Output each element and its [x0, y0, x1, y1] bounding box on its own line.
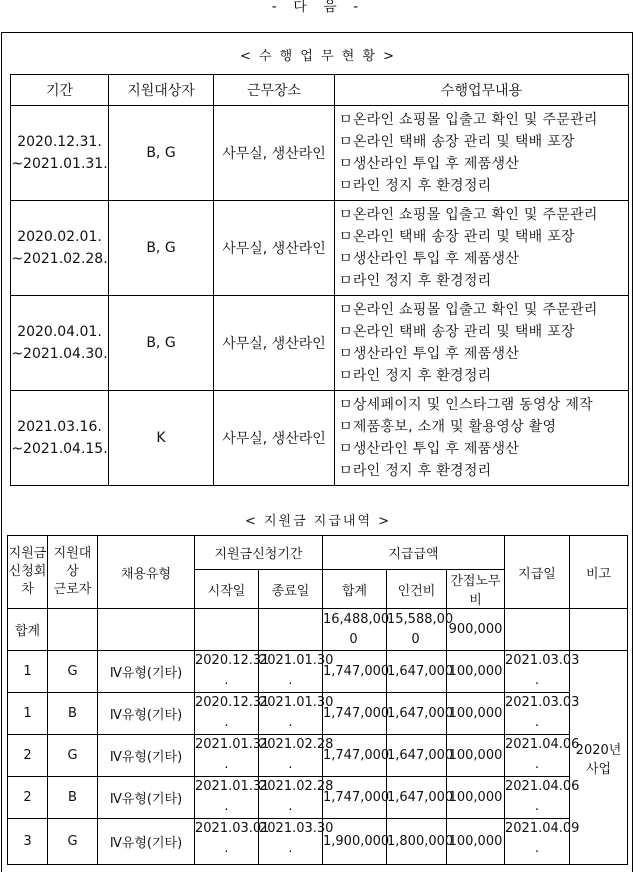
start-cell: 2020.12.31 . [195, 651, 259, 693]
labor-cell: 1,647,000 [387, 735, 447, 777]
worker-cell: G [48, 819, 98, 865]
labor-cell: 1,647,000 [387, 693, 447, 735]
type-cell: Ⅳ유형(기타) [98, 735, 195, 777]
header-place: 근무장소 [214, 75, 335, 106]
header-note: 비고 [570, 536, 628, 609]
sum-label: 합계 [8, 609, 48, 651]
table-header-row [11, 75, 629, 106]
seq-cell: 1 [8, 651, 48, 693]
place-cell: 사무실, 생산라인 [214, 296, 335, 391]
period-end: ~2021.04.30. [11, 346, 108, 362]
period-start: 2020.02.01. [17, 229, 102, 245]
header-paydate: 지급일 [505, 536, 570, 609]
empty-cell [98, 609, 195, 651]
sum-indirect: 900,000 [447, 609, 505, 651]
duties-cell [335, 391, 629, 486]
end-cell: 2021.03.30 . [259, 819, 323, 865]
duty-item: ㅁ온라인 택배 송장 관리 및 택배 포장 [339, 229, 575, 245]
place-cell: 사무실, 생산라인 [214, 106, 335, 201]
empty-cell [48, 609, 98, 651]
header-total: 합계 [323, 570, 387, 609]
period-end: ~2021.01.31. [11, 156, 108, 172]
period-start: 2020.12.31. [17, 134, 102, 150]
targets-cell: B, G [109, 106, 214, 201]
duty-item: ㅁ생산라인 투입 후 제품생산 [339, 441, 520, 457]
indirect-cell: 100,000 [447, 693, 505, 735]
worker-cell: G [48, 651, 98, 693]
type-cell: Ⅳ유형(기타) [98, 777, 195, 819]
paydate-cell: 2021.04.06 . [505, 735, 570, 777]
header-amount: 지급급액 [323, 536, 505, 570]
table-header-row [8, 536, 628, 570]
empty-cell [505, 609, 570, 651]
period-start: 2020.04.01. [17, 324, 102, 340]
header-duties: 수행업무내용 [335, 75, 629, 106]
table-row [11, 296, 629, 391]
table-row [11, 391, 629, 486]
payments-table [7, 535, 628, 865]
targets-cell: B, G [109, 296, 214, 391]
seq-cell: 2 [8, 777, 48, 819]
table-row [11, 201, 629, 296]
header-labor: 인건비 [387, 570, 447, 609]
empty-cell [570, 609, 628, 651]
duties-cell [335, 296, 629, 391]
duty-item: ㅁ제품홍보, 소개 및 활용영상 촬영 [339, 419, 557, 435]
table-row [8, 735, 628, 777]
header-period: 지원금신청기간 [195, 536, 323, 570]
period-cell [11, 296, 109, 391]
indirect-cell: 100,000 [447, 777, 505, 819]
indirect-cell: 100,000 [447, 735, 505, 777]
total-cell: 1,900,000 [323, 819, 387, 865]
header-worker: 지원대상 근로자 [48, 536, 98, 609]
start-cell: 2021.01.31 . [195, 777, 259, 819]
sum-total: 16,488,00 0 [323, 609, 387, 651]
period-end: ~2021.04.15. [11, 441, 108, 457]
table-row [8, 819, 628, 865]
indirect-cell: 100,000 [447, 651, 505, 693]
worker-cell: G [48, 735, 98, 777]
table-row [11, 106, 629, 201]
sum-labor: 15,588,00 0 [387, 609, 447, 651]
worker-cell: B [48, 777, 98, 819]
targets-cell: K [109, 391, 214, 486]
end-cell: 2021.02.28 . [259, 735, 323, 777]
duty-item: ㅁ라인 정지 후 환경정리 [339, 368, 492, 384]
empty-cell [195, 609, 259, 651]
page-title: - 다 음 - [271, 0, 365, 15]
period-start: 2021.03.16. [17, 419, 102, 435]
end-cell: 2021.01.30 . [259, 651, 323, 693]
seq-cell: 1 [8, 693, 48, 735]
total-cell: 1,747,000 [323, 651, 387, 693]
labor-cell: 1,800,000 [387, 819, 447, 865]
duty-item: ㅁ온라인 택배 송장 관리 및 택배 포장 [339, 134, 575, 150]
duty-item: ㅁ생산라인 투입 후 제품생산 [339, 156, 520, 172]
targets-cell: B, G [109, 201, 214, 296]
duty-item: ㅁ생산라인 투입 후 제품생산 [339, 251, 520, 267]
duty-item: ㅁ온라인 쇼핑몰 입출고 확인 및 주문관리 [339, 302, 598, 318]
duty-item: ㅁ생산라인 투입 후 제품생산 [339, 346, 520, 362]
header-end: 종료일 [259, 570, 323, 609]
labor-cell: 1,647,000 [387, 651, 447, 693]
duty-item: ㅁ상세페이지 및 인스타그램 동영상 제작 [339, 397, 594, 413]
sum-row [8, 609, 628, 651]
end-cell: 2021.02.28 . [259, 777, 323, 819]
total-cell: 1,747,000 [323, 693, 387, 735]
duty-item: ㅁ온라인 쇼핑몰 입출고 확인 및 주문관리 [339, 207, 598, 223]
labor-cell: 1,647,000 [387, 777, 447, 819]
paydate-cell: 2021.03.03 . [505, 693, 570, 735]
start-cell: 2021.03.01 . [195, 819, 259, 865]
section-title-payments: < 지원금 지급내역 > [244, 514, 392, 529]
place-cell: 사무실, 생산라인 [214, 391, 335, 486]
empty-cell [259, 609, 323, 651]
end-cell: 2021.01.30 . [259, 693, 323, 735]
section-title-duties: < 수 행 업 무 현 황 > [239, 49, 397, 64]
seq-cell: 3 [8, 819, 48, 865]
start-cell: 2020.12.31 . [195, 693, 259, 735]
table-row [8, 693, 628, 735]
indirect-cell: 100,000 [447, 819, 505, 865]
total-cell: 1,747,000 [323, 735, 387, 777]
duties-table [10, 74, 629, 486]
header-indirect: 간접노무비 [447, 570, 505, 609]
duty-item: ㅁ라인 정지 후 환경정리 [339, 273, 492, 289]
header-type: 채용유형 [98, 536, 195, 609]
type-cell: Ⅳ유형(기타) [98, 693, 195, 735]
period-cell [11, 106, 109, 201]
duty-item: ㅁ라인 정지 후 환경정리 [339, 178, 492, 194]
type-cell: Ⅳ유형(기타) [98, 651, 195, 693]
header-start: 시작일 [195, 570, 259, 609]
type-cell: Ⅳ유형(기타) [98, 819, 195, 865]
paydate-cell: 2021.03.03 . [505, 651, 570, 693]
table-row [8, 777, 628, 819]
header-targets: 지원대상자 [109, 75, 214, 106]
duty-item: ㅁ온라인 쇼핑몰 입출고 확인 및 주문관리 [339, 112, 598, 128]
paydate-cell: 2021.04.09 . [505, 819, 570, 865]
seq-cell: 2 [8, 735, 48, 777]
worker-cell: B [48, 693, 98, 735]
duty-item: ㅁ온라인 택배 송장 관리 및 택배 포장 [339, 324, 575, 340]
paydate-cell: 2021.04.06 . [505, 777, 570, 819]
note-cell: 2020년 사업 [570, 651, 628, 865]
duties-cell [335, 201, 629, 296]
period-end: ~2021.02.28. [11, 251, 108, 267]
total-cell: 1,747,000 [323, 777, 387, 819]
duty-item: ㅁ라인 정지 후 환경정리 [339, 463, 492, 479]
period-cell [11, 201, 109, 296]
table-row [8, 651, 628, 693]
period-cell [11, 391, 109, 486]
start-cell: 2021.01.31 . [195, 735, 259, 777]
header-period: 기간 [11, 75, 109, 106]
header-seq: 지원금 신청회차 [8, 536, 48, 609]
duties-cell [335, 106, 629, 201]
place-cell: 사무실, 생산라인 [214, 201, 335, 296]
